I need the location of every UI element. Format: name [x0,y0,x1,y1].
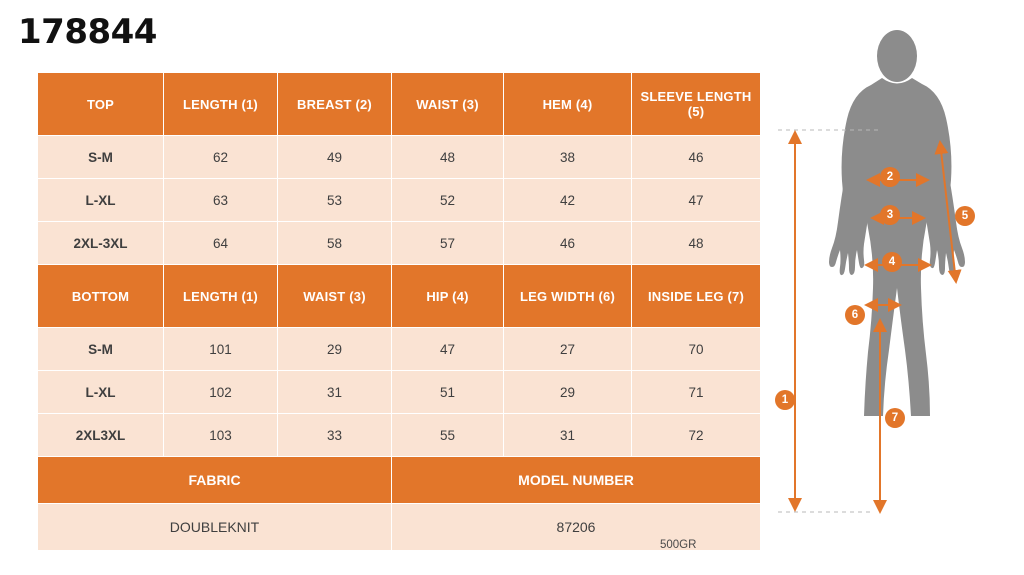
bottom-2xl-waist: 33 [278,414,392,457]
marker-badge-3: 3 [880,205,900,225]
bottom-row-label-2xl3xl: 2XL3XL [38,414,164,457]
bottom-lxl-waist: 31 [278,371,392,414]
top-sm-sleeve: 46 [632,136,761,179]
marker-badge-1: 1 [775,390,795,410]
bottom-header-length: LENGTH (1) [164,265,278,328]
top-row-label-lxl: L-XL [38,179,164,222]
marker-badge-5: 5 [955,206,975,226]
top-row-label-2xl3xl: 2XL-3XL [38,222,164,265]
top-2xl-breast: 58 [278,222,392,265]
top-header-sleeve-length: SLEEVE LENGTH (5) [632,73,761,136]
bottom-header-leg-width: LEG WIDTH (6) [504,265,632,328]
bottom-row-label-lxl: L-XL [38,371,164,414]
figure-svg [770,20,1020,565]
top-header-top: TOP [38,73,164,136]
top-header-length: LENGTH (1) [164,73,278,136]
model-number-header: MODEL NUMBER [392,457,761,504]
footer-value-row [38,504,761,551]
top-sm-hem: 38 [504,136,632,179]
bottom-sm-inside-leg: 70 [632,328,761,371]
female-silhouette-icon [829,30,965,416]
measurement-diagram [770,20,1020,565]
table-row [38,136,761,179]
bottom-row-label-sm: S-M [38,328,164,371]
bottom-sm-hip: 47 [392,328,504,371]
top-table-header-row [38,73,761,136]
top-2xl-sleeve: 48 [632,222,761,265]
table-row [38,179,761,222]
top-sm-length: 62 [164,136,278,179]
fabric-header: FABRIC [38,457,392,504]
bottom-sm-waist: 29 [278,328,392,371]
top-sm-breast: 49 [278,136,392,179]
bottom-lxl-inside-leg: 71 [632,371,761,414]
top-2xl-hem: 46 [504,222,632,265]
top-lxl-breast: 53 [278,179,392,222]
bottom-sm-length: 101 [164,328,278,371]
marker-badge-6: 6 [845,305,865,325]
top-lxl-waist: 52 [392,179,504,222]
fabric-value: DOUBLEKNIT [38,504,392,551]
bottom-header-inside-leg: INSIDE LEG (7) [632,265,761,328]
top-header-waist: WAIST (3) [392,73,504,136]
bottom-header-waist: WAIST (3) [278,265,392,328]
bottom-header-bottom: BOTTOM [38,265,164,328]
size-table [37,72,761,551]
bottom-table-header-row [38,265,761,328]
bottom-2xl-length: 103 [164,414,278,457]
marker-badge-7: 7 [885,408,905,428]
top-row-label-sm: S-M [38,136,164,179]
top-sm-waist: 48 [392,136,504,179]
footer-header-row [38,457,761,504]
marker-badge-2: 2 [880,167,900,187]
table-row [38,328,761,371]
bottom-sm-leg-width: 27 [504,328,632,371]
weight-label: 500GR [660,539,697,551]
marker-badge-4: 4 [882,252,902,272]
bottom-2xl-hip: 55 [392,414,504,457]
bottom-2xl-leg-width: 31 [504,414,632,457]
top-lxl-hem: 42 [504,179,632,222]
top-header-hem: HEM (4) [504,73,632,136]
top-lxl-length: 63 [164,179,278,222]
bottom-lxl-leg-width: 29 [504,371,632,414]
table-row [38,371,761,414]
top-lxl-sleeve: 47 [632,179,761,222]
bottom-header-hip: HIP (4) [392,265,504,328]
table-row [38,414,761,457]
bottom-lxl-length: 102 [164,371,278,414]
top-header-breast: BREAST (2) [278,73,392,136]
top-2xl-length: 64 [164,222,278,265]
bottom-lxl-hip: 51 [392,371,504,414]
page-title: 178844 [18,12,157,52]
bottom-2xl-inside-leg: 72 [632,414,761,457]
model-number-value: 87206 [392,504,761,551]
measurement-tables [37,72,760,551]
top-2xl-waist: 57 [392,222,504,265]
table-row [38,222,761,265]
